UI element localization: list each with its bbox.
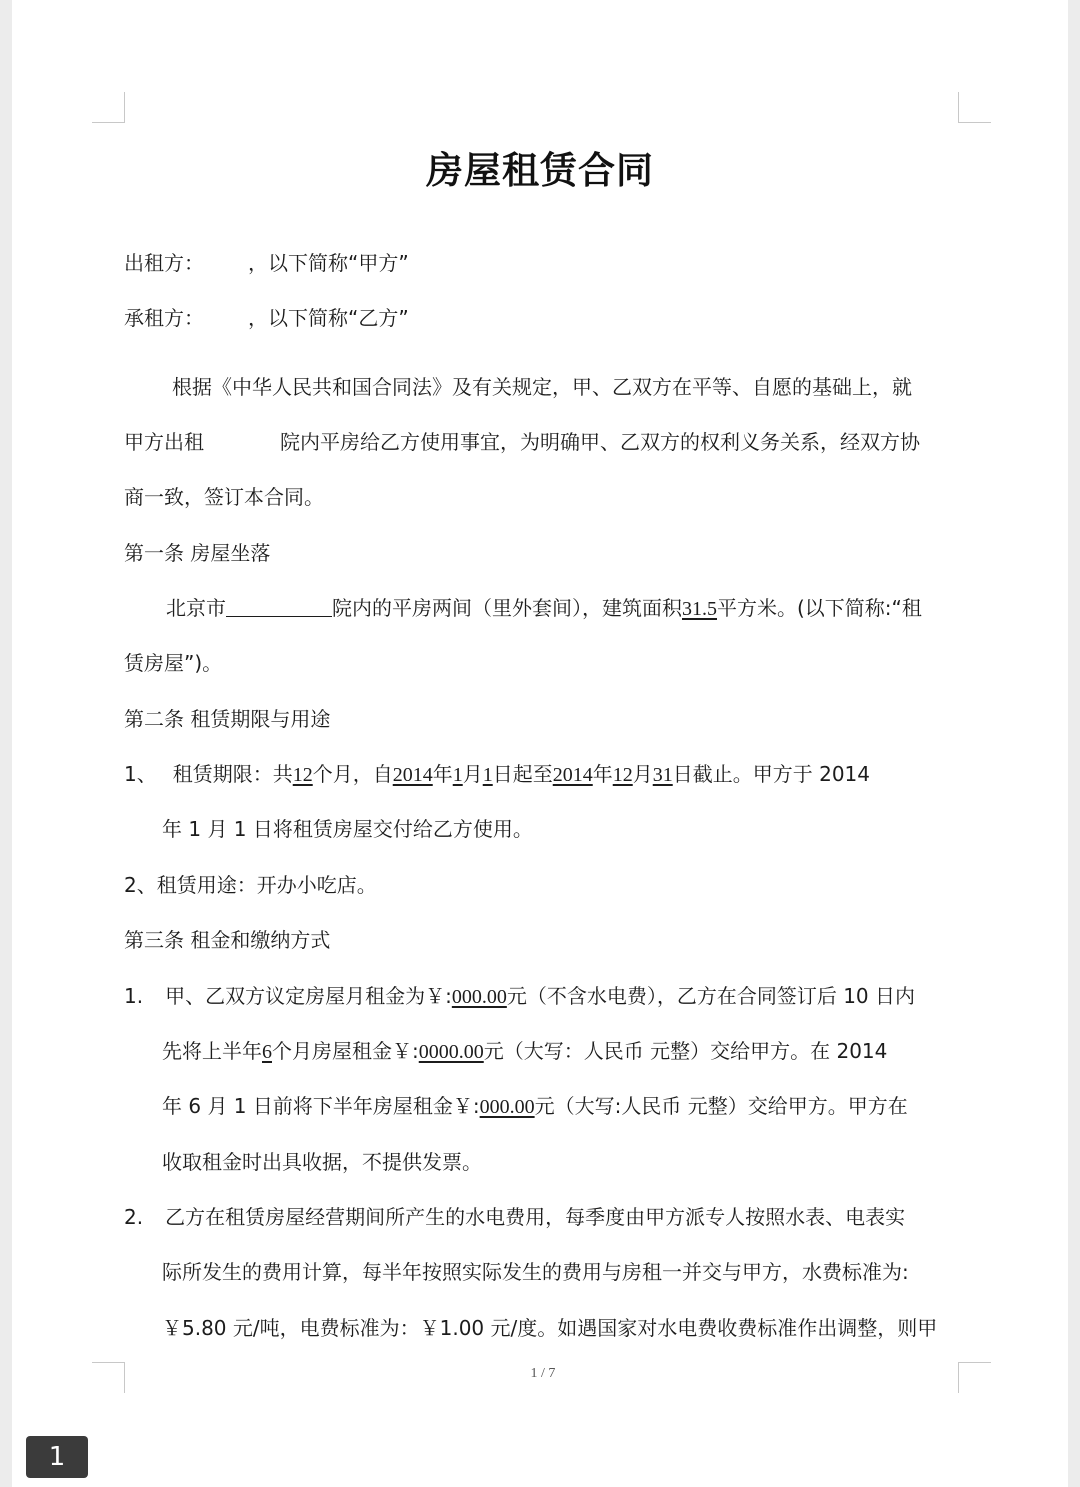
utilities-text-a: 乙方在租赁房屋经营期间所产生的水电费用，每季度由甲方派专人按照水表、电表实: [165, 1205, 906, 1229]
document-title: 房屋租赁合同: [426, 149, 654, 192]
article-1-title: 第一条 房屋坐落: [124, 541, 271, 565]
item-number: 2.: [124, 1205, 144, 1229]
lessor-line: [124, 248, 960, 278]
article-1-location-cont: 赁房屋”)。: [124, 651, 223, 675]
lessor-suffix: ，以下简称“甲方”: [248, 251, 409, 275]
first-half-rent: 0000.00: [418, 1041, 484, 1063]
location-city: 北京市: [166, 596, 226, 620]
term-text: 个月，自: [312, 762, 393, 786]
location-suffix: 平方米。(以下简称:“租: [717, 596, 922, 620]
end-day: 31: [652, 764, 673, 786]
rent-text-c: 先将上半年: [162, 1039, 262, 1063]
monthly-rent: 000.00: [451, 986, 507, 1008]
lessee-label: 承租方：: [124, 306, 204, 330]
article-2-term: 1、 租赁期限：共12个月，自2014年1月1日起至2014年12月31日截止。甲方于 2014: [124, 762, 870, 786]
page-indicator: 1 / 7: [530, 1366, 556, 1381]
half-year-months: 6: [262, 1041, 272, 1063]
lease-months: 12: [292, 764, 313, 786]
lessor-label: 出租方：: [124, 251, 204, 275]
margin-corner-top-right: [958, 92, 991, 123]
lessee-line: [124, 303, 960, 333]
article-3-utilities-1: [124, 1202, 960, 1232]
end-month: 12: [612, 764, 633, 786]
page-number-badge[interactable]: 1: [26, 1436, 88, 1478]
term-label: 租赁期限：共: [172, 762, 293, 786]
second-half-rent: 000.00: [479, 1096, 535, 1118]
start-year: 2014: [392, 764, 433, 786]
location-desc: 院内的平房两间（里外套间），建筑面积: [332, 596, 682, 620]
intro-text-b: 院内平房给乙方使用事宜，为明确甲、乙双方的权利义务关系，经双方协: [280, 430, 920, 454]
intro-line-2: [124, 427, 960, 457]
intro-line-1: 根据《中华人民共和国合同法》及有关规定，甲、乙双方在平等、自愿的基础上，就: [172, 375, 912, 399]
intro-line-3: 商一致，签订本合同。: [124, 485, 324, 509]
article-2-usage: 2、租赁用途：开办小吃店。: [124, 873, 377, 897]
article-3-title: 第三条 租金和缴纳方式: [124, 928, 331, 952]
article-2-term-cont: 年 1 月 1 日将租赁房屋交付给乙方使用。: [162, 817, 533, 841]
rent-text: 元（不含水电费），乙方在合同签订后 10 日内: [506, 984, 916, 1008]
term-end: 日截止。甲方于 2014: [672, 762, 870, 786]
item-number: 1.: [124, 984, 144, 1008]
address-blank: [226, 596, 332, 617]
start-month: 1: [452, 764, 463, 786]
intro-text-a: 甲方出租: [124, 430, 204, 454]
rent-text-e: 元（大写：人民币 元整）交给甲方。在 2014: [483, 1039, 888, 1063]
article-3-utilities-3: ￥5.80 元/吨，电费标准为：￥1.00 元/度。如遇国家对水电费收费标准作出调整，则甲: [162, 1316, 938, 1340]
building-area: 31.5: [682, 598, 717, 620]
article-1-location: [166, 593, 1002, 623]
item-number: 1、: [124, 762, 157, 786]
rent-text-f: 年 6 月 1 日前将下半年房屋租金￥:: [162, 1094, 480, 1118]
lessee-suffix: ，以下简称“乙方”: [248, 306, 409, 330]
article-3-rent-4: 收取租金时出具收据，不提供发票。: [162, 1150, 482, 1174]
term-to: 日起至: [492, 762, 553, 786]
rent-label: 甲、乙双方议定房屋月租金为￥:: [165, 984, 452, 1008]
article-3-rent-3: [162, 1091, 998, 1121]
article-3-rent-1: [124, 981, 960, 1011]
rent-text-g: 元（大写:人民币 元整）交给甲方。甲方在: [534, 1094, 908, 1118]
start-day: 1: [482, 764, 493, 786]
article-2-title: 第二条 租赁期限与用途: [124, 707, 331, 731]
article-3-utilities-2: 际所发生的费用计算，每半年按照实际发生的费用与房租一并交与甲方，水费标准为:: [162, 1260, 909, 1284]
rent-text-d: 个月房屋租金￥:: [272, 1039, 419, 1063]
margin-corner-top-left: [92, 92, 125, 123]
end-year: 2014: [552, 764, 593, 786]
article-3-rent-2: [162, 1036, 998, 1066]
